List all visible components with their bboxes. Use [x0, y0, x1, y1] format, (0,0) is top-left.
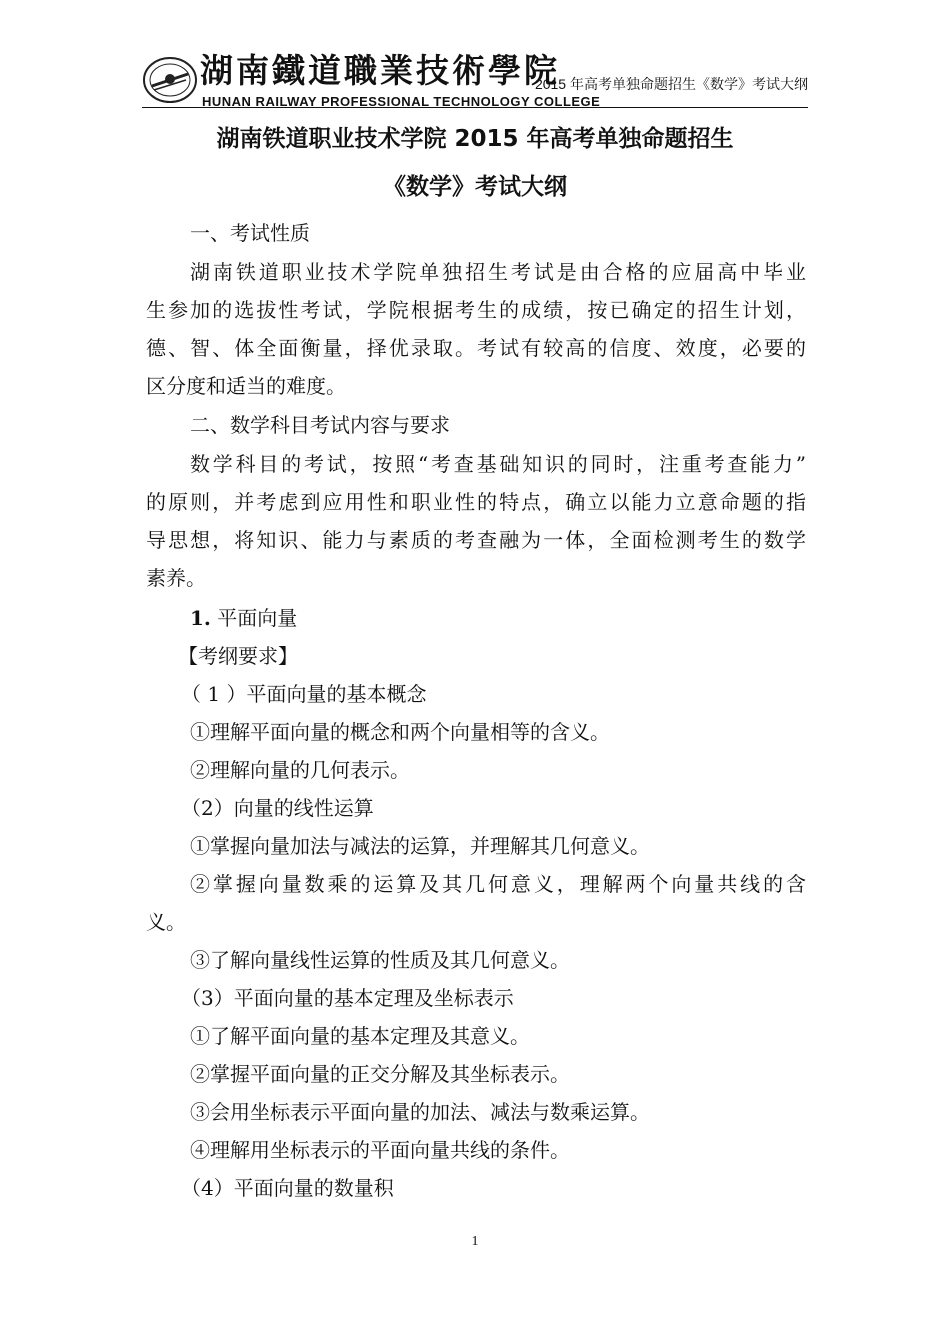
- topic-1-number: 1: [190, 606, 204, 630]
- subsection-2-item: ①掌握向量加法与减法的运算，并理解其几何意义。: [190, 834, 650, 858]
- paragraph-1-line: 德、智、体全面衡量，择优录取。考试有较高的信度、效度，必要的: [146, 336, 806, 360]
- college-seal-icon: [142, 52, 198, 108]
- document-title-line-2: 《数学》考试大纲: [383, 174, 567, 200]
- subsection-2-heading: （2）向量的线性运算: [181, 796, 374, 820]
- subsection-4-heading: （4）平面向量的数量积: [181, 1176, 394, 1200]
- subsection-2-item: ②掌握向量数乘的运算及其几何意义，理解两个向量共线的含: [190, 872, 806, 896]
- header-document-title: 2015 年高考单独命题招生《数学》考试大纲: [534, 76, 808, 92]
- paragraph-2-line: 导思想，将知识、能力与素质的考查融为一体，全面检测考生的数学: [146, 528, 806, 552]
- paragraph-2-line: 的原则，并考虑到应用性和职业性的特点，确立以能力立意命题的指: [146, 490, 806, 514]
- subsection-3-item: ④理解用坐标表示的平面向量共线的条件。: [190, 1138, 570, 1162]
- subsection-1-item: ②理解向量的几何表示。: [190, 758, 410, 782]
- header-rule: [142, 107, 808, 108]
- subsection-2-item: ③了解向量线性运算的性质及其几何意义。: [190, 948, 570, 972]
- topic-1-heading: 1. 平面向量: [190, 606, 298, 630]
- section-2-heading: 二、数学科目考试内容与要求: [190, 413, 450, 437]
- paragraph-2-line: 素养。: [146, 566, 206, 590]
- subsection-2-item: 义。: [146, 910, 186, 934]
- section-1-heading: 一、考试性质: [190, 221, 310, 245]
- paragraph-2-line: 数学科目的考试，按照“考查基础知识的同时，注重考查能力”: [190, 452, 806, 476]
- page-header: [142, 50, 808, 116]
- document-title-line-1: 湖南铁道职业技术学院 2015 年高考单独命题招生: [216, 126, 734, 152]
- subsection-3-heading: （3）平面向量的基本定理及坐标表示: [181, 986, 514, 1010]
- subsection-1-item: ①理解平面向量的概念和两个向量相等的含义。: [190, 720, 610, 744]
- page-number: 1: [471, 1234, 479, 1249]
- topic-1-title: 平面向量: [217, 606, 298, 630]
- subsection-3-item: ③会用坐标表示平面向量的加法、减法与数乘运算。: [190, 1100, 650, 1124]
- paragraph-1-line: 区分度和适当的难度。: [146, 374, 346, 398]
- paragraph-1-line: 生参加的选拔性考试，学院根据考生的成绩，按已确定的招生计划，: [146, 298, 806, 322]
- subsection-3-item: ②掌握平面向量的正交分解及其坐标表示。: [190, 1062, 570, 1086]
- college-logo-english: HUNAN RAILWAY PROFESSIONAL TECHNOLOGY COLLEGE: [202, 94, 601, 109]
- college-logo-chinese: 湖南鐵道職業技術學院: [200, 51, 560, 90]
- subsection-3-item: ①了解平面向量的基本定理及其意义。: [190, 1024, 530, 1048]
- requirements-label: 【考纲要求】: [178, 644, 298, 668]
- subsection-1-heading: （ 1 ）平面向量的基本概念: [181, 682, 427, 706]
- paragraph-1-line: 湖南铁道职业技术学院单独招生考试是由合格的应届高中毕业: [190, 260, 806, 284]
